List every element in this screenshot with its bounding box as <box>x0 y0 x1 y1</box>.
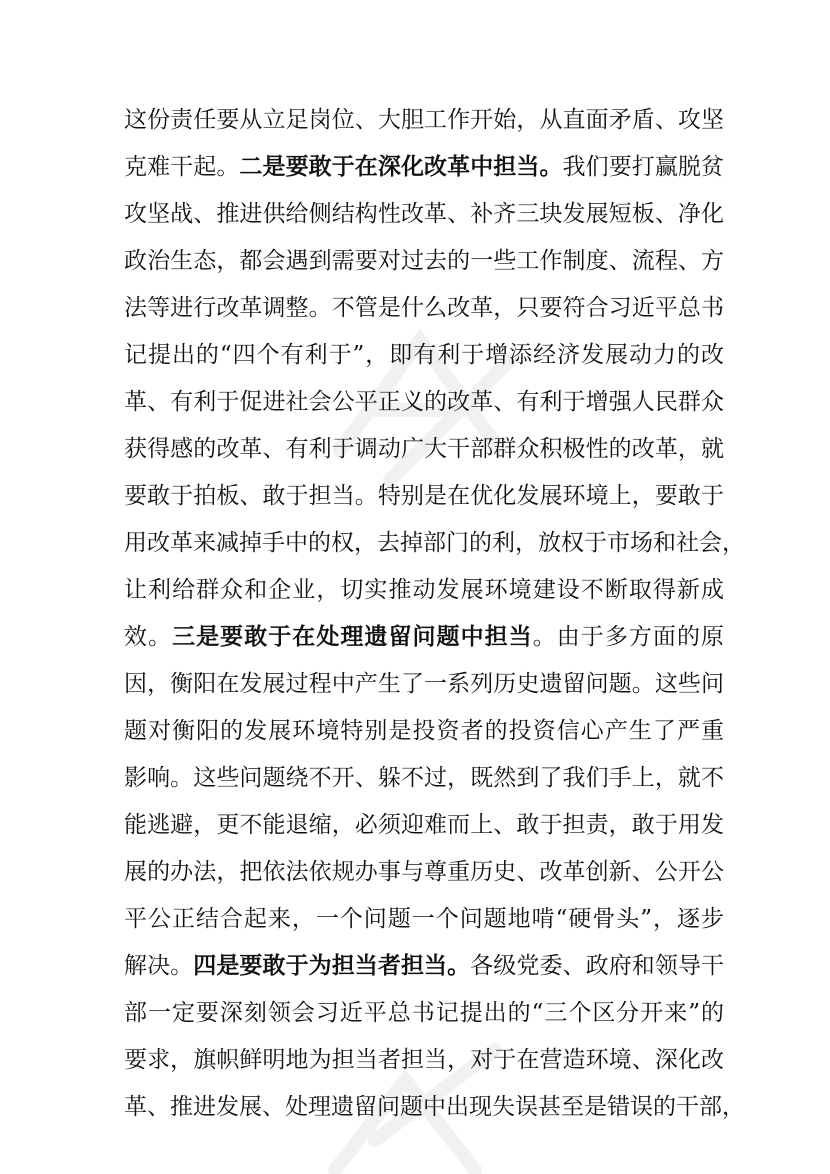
text-segment: 效。 <box>124 624 173 650</box>
text-segment: 法等进行改革调整。不管是什么改革，只要符合习近平总书 <box>124 295 724 321</box>
text-segment: 政治生态，都会遇到需要对过去的一些工作制度、流程、方 <box>124 248 724 274</box>
bold-heading-segment: 四是要敢于为担当者担当。 <box>193 953 471 979</box>
text-line <box>124 990 724 1037</box>
text-segment: 记提出的“四个有利于”，即有利于增添经济发展动力的改 <box>124 342 724 368</box>
text-segment: 题对衡阳的发展环境特别是投资者的投资信心产生了严重 <box>124 718 724 744</box>
text-line <box>124 802 724 849</box>
text-line <box>124 1037 724 1084</box>
text-segment: 展的办法，把依法依规办事与尊重历史、改革创新、公开公 <box>124 859 724 885</box>
text-line <box>124 896 724 943</box>
text-line <box>124 708 724 755</box>
text-line <box>124 614 724 661</box>
text-line <box>124 191 724 238</box>
text-line <box>124 943 724 990</box>
body-text <box>124 97 745 1131</box>
text-segment: 攻坚战、推进供给侧结构性改革、补齐三块发展短板、净化 <box>124 201 724 227</box>
text-line <box>124 567 724 614</box>
text-segment: 解决。 <box>124 953 194 979</box>
bold-heading-segment: 三是要敢于在处理遗留问题中担当 <box>172 624 533 650</box>
text-segment: 。由于多方面的原 <box>532 624 725 650</box>
text-line <box>124 285 724 332</box>
text-segment: 克难干起。 <box>124 154 240 180</box>
text-segment: 让利给群众和企业，切实推动发展环境建设不断取得新成 <box>124 577 724 603</box>
text-line <box>124 520 745 567</box>
text-line <box>124 379 724 426</box>
text-line <box>124 473 724 520</box>
text-segment: 要求，旗帜鲜明地为担当者担当，对于在营造环境、深化改 <box>124 1047 724 1073</box>
text-line <box>124 238 724 285</box>
text-segment: 能逃避，更不能退缩，必须迎难而上、敢于担责，敢于用发 <box>124 812 724 838</box>
text-line <box>124 97 724 144</box>
bold-heading-segment: 二是要敢于在深化改革中担当。 <box>239 154 563 180</box>
text-segment: 我们要打赢脱贫 <box>562 154 725 180</box>
text-line <box>124 426 724 473</box>
text-line <box>124 332 724 379</box>
text-line <box>124 849 724 896</box>
text-line <box>124 144 724 191</box>
text-segment: 要敢于拍板、敢于担当。特别是在优化发展环境上，要敢于 <box>124 483 724 509</box>
text-line <box>124 1084 745 1131</box>
text-segment: 影响。这些问题绕不开、躲不过，既然到了我们手上，就不 <box>124 765 724 791</box>
text-segment: 各级党委、政府和领导干 <box>470 953 725 979</box>
text-segment: 因，衡阳在发展过程中产生了一系列历史遗留问题。这些问 <box>124 671 724 697</box>
text-segment: 革、推进发展、处理遗留问题中出现失误甚至是错误的干部， <box>124 1094 745 1120</box>
text-segment: 平公正结合起来，一个问题一个问题地啃“硬骨头”，逐步 <box>124 906 724 932</box>
text-segment: 获得感的改革、有利于调动广大干部群众积极性的改革，就 <box>124 436 724 462</box>
text-line <box>124 661 724 708</box>
text-segment: 部一定要深刻领会习近平总书记提出的“三个区分开来”的 <box>124 1000 724 1026</box>
text-segment: 这份责任要从立足岗位、大胆工作开始，从直面矛盾、攻坚 <box>124 107 724 133</box>
text-segment: 用改革来减掉手中的权，去掉部门的利，放权于市场和社会， <box>124 530 745 556</box>
text-line <box>124 755 724 802</box>
text-segment: 革、有利于促进社会公平正义的改革、有利于增强人民群众 <box>124 389 724 415</box>
